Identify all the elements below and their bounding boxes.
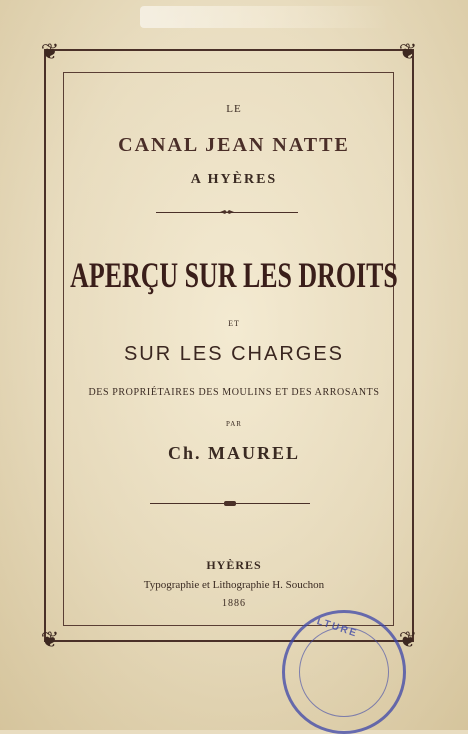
library-stamp [282, 610, 406, 734]
rule-dot-icon [224, 501, 236, 506]
paper-stain [140, 6, 390, 28]
printer-name: Typographie et Lithographie H. Souchon [143, 579, 325, 591]
decorative-rule-bottom [150, 503, 310, 504]
article-le: LE [226, 103, 242, 115]
subtitle-proprietaires: DES PROPRIÉTAIRES DES MOULINS ET DES ARROSANTS [88, 387, 380, 398]
canal-title: CANAL JEAN NATTE [118, 134, 350, 156]
ornament-top-left-icon: ❦ [40, 39, 60, 64]
publication-place: HYÈRES [206, 558, 262, 572]
ornament-bottom-right-icon: ❦ [398, 627, 418, 652]
decorative-rule-top [156, 212, 298, 213]
ornament-top-right-icon: ❦ [398, 39, 418, 64]
secondary-title: SUR LES CHARGES [123, 343, 345, 365]
stamp-inner-ring [299, 627, 389, 717]
publication-year: 1886 [222, 598, 246, 609]
main-title: APERÇU SUR LES DROITS [70, 255, 398, 295]
conjunction-et: ET [228, 319, 240, 328]
location-subtitle: A HYÈRES [190, 172, 278, 187]
by-label: PAR [226, 420, 242, 428]
stamp-text: ULTURE [306, 613, 360, 640]
author-name: Ch. MAUREL [167, 443, 300, 463]
ornament-bottom-left-icon: ❦ [40, 627, 60, 652]
rule-ornament-icon [220, 209, 234, 215]
